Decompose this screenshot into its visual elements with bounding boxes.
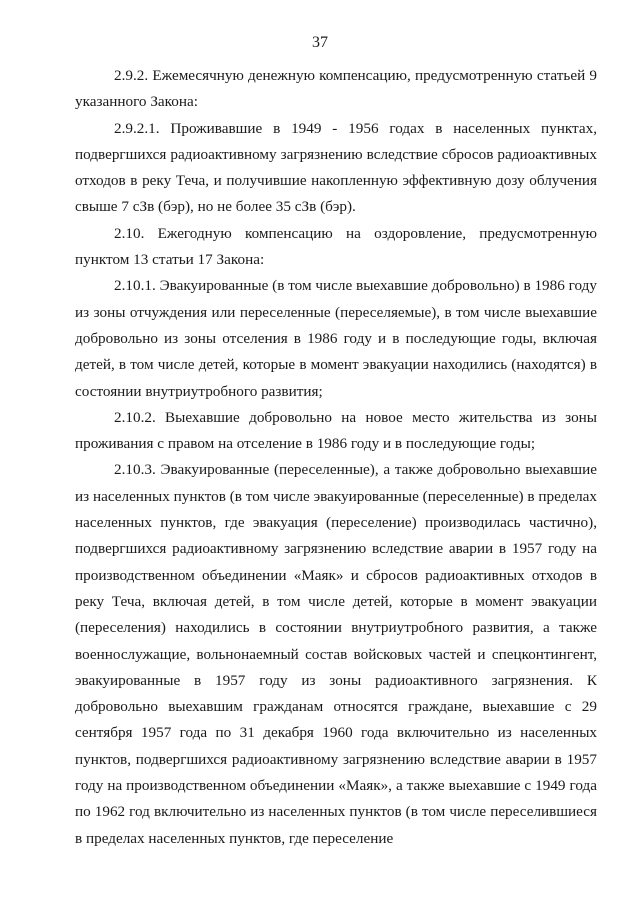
paragraph-2-10: 2.10. Ежегодную компенсацию на оздоровление, предусмотренную пунктом 13 статьи 17 Закона: bbox=[75, 224, 597, 269]
paragraph-2-9-2-1: 2.9.2.1. Проживавшие в 1949 - 1956 годах в населенных пунктах, подвергшихся радиоактивному загрязнению вследствие сбросов радиоактивных отходов в реку Теча, и получившие накопленную эффективную дозу облучения свыше 7 сЗв (бэр), но не более 35 сЗв (бэр). bbox=[75, 119, 597, 216]
page-number: 37 bbox=[312, 34, 328, 51]
paragraph-2-10-3: 2.10.3. Эвакуированные (переселенные), а также добровольно выехавшие из населенных пунктов (в том числе эвакуированные (переселенные) в пределах населенных пунктов, где эвакуация (переселение) производилась частично), подвергшихся радиоактивному загрязнению вследствие аварии в 1957 году на производственном объединении «Маяк» и сбросов радиоактивных отходов в реку Теча, включая детей, в том числе детей, которые в момент эвакуации (переселения) находились в состоянии внутриутробного развития, а также военнослужащие, вольнонаемный состав войсковых частей и спецконтингент, эвакуированные в 1957 году из зоны радиоактивного загрязнения. К добровольно выехавшим гражданам относятся граждане, выехавшие с 29 сентября 1957 года по 31 декабря 1960 года включительно из населенных пунктов, подвергшихся радиоактивному загрязнению вследствие аварии в 1957 году на производственном объединении «Маяк», а также выехавшие с 1949 года по 1962 год включительно из населенных пунктов (в том числе переселившиеся в пределах населенных пунктов, где переселение bbox=[75, 461, 597, 847]
paragraph-2-9-2: 2.9.2. Ежемесячную денежную компенсацию, предусмотренную статьей 9 указанного Закона: bbox=[75, 67, 597, 111]
document-body bbox=[75, 63, 597, 852]
paragraph-2-10-2: 2.10.2. Выехавшие добровольно на новое место жительства из зоны проживания с правом на отселение в 1986 году и в последующие годы; bbox=[75, 408, 597, 453]
paragraph-2-10-1: 2.10.1. Эвакуированные (в том числе выехавшие добровольно) в 1986 году из зоны отчуждения или переселенные (переселяемые), в том числе выехавшие добровольно из зоны отселения в 1986 году и в последующие годы, включая детей, в том числе детей, которые в момент эвакуации находились (находятся) в состоянии внутриутробного развития; bbox=[75, 277, 597, 400]
